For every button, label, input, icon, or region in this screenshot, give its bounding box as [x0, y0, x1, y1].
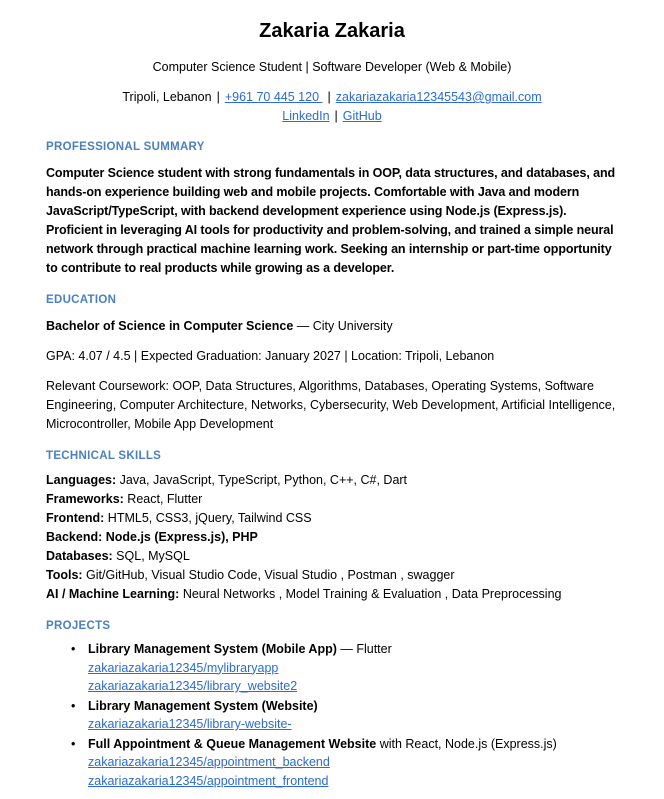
email-link[interactable]: zakariazakaria12345543@gmail.com — [335, 90, 542, 104]
skill-value: SQL, MySQL — [112, 549, 190, 563]
project-tech: — Flutter — [336, 642, 392, 656]
skill-label: AI / Machine Learning: — [46, 587, 180, 601]
bullet-icon: • — [71, 698, 76, 713]
degree-university: — City University — [293, 319, 393, 333]
linkedin-link[interactable]: LinkedIn — [282, 108, 330, 123]
project-title: Library Management System (Mobile App) — [88, 642, 337, 656]
skill-label: Frameworks: — [46, 492, 124, 506]
contact-line-1 — [46, 88, 618, 107]
contact-location: Tripoli, Lebanon — [122, 90, 212, 104]
project-link[interactable]: zakariazakaria12345/library_website2 — [88, 679, 298, 693]
summary-text: Computer Science student with strong fundamentals in OOP, data structures, and databases, and hands-on experience building web and mobile projects. Comfortable with Java and modern JavaScript/TypeScript, with backend development experience using Node.js (Express.js). Proficient in leveraging AI tools for productivity and problem-solving, and trained a simple neural network through practical machine learning work. Seeking an internship or part-time opportunity to contribute to real products while growing as a developer. — [46, 166, 616, 275]
project-link[interactable]: zakariazakaria12345/library-website- — [88, 717, 292, 731]
skill-row-databases — [46, 547, 618, 566]
person-name: Zakaria Zakaria — [259, 20, 405, 42]
bullet-icon: • — [71, 642, 76, 656]
education-degree-line — [46, 317, 618, 336]
skill-row-tools — [46, 566, 618, 585]
skills-list — [46, 471, 618, 604]
project-item-appointment — [46, 735, 618, 791]
skill-value: Java, JavaScript, TypeScript, Python, C++, C#, Dart — [116, 473, 408, 487]
contact-block — [46, 88, 618, 125]
project-tech: with React, Node.js (Express.js) — [376, 736, 557, 751]
education-details-line: GPA: 4.07 / 4.5 | Expected Graduation: January 2027 | Location: Tripoli, Lebanon — [46, 349, 495, 363]
project-item-library-mobile — [46, 640, 618, 696]
education-coursework-line: Relevant Coursework: OOP, Data Structures, Algorithms, Databases, Operating Systems, Software Engineering, Computer Architecture, Networks, Cybersecurity, Web Development, Artificial Intelligence, Microcontroller, Mobile App Development — [46, 379, 616, 431]
project-title: Full Appointment & Queue Management Website — [88, 736, 377, 751]
skill-label: Databases: — [46, 549, 113, 563]
projects-list — [46, 640, 618, 790]
contact-separator: | — [216, 90, 220, 104]
projects-heading: PROJECTS — [46, 620, 111, 632]
project-link[interactable]: zakariazakaria12345/mylibraryapp — [88, 660, 279, 675]
skill-row-backend — [46, 528, 618, 547]
skill-row-frontend — [46, 509, 618, 528]
skill-value: Neural Networks , Model Training & Evaluation , Data Preprocessing — [179, 587, 562, 601]
skill-row-languages — [46, 471, 618, 490]
contact-line-2 — [46, 107, 618, 126]
skill-label: Languages: — [46, 473, 117, 487]
skill-value: React, Flutter — [123, 492, 203, 506]
skills-heading: TECHNICAL SKILLS — [46, 450, 162, 462]
contact-separator: | — [334, 108, 338, 123]
degree-title: Bachelor of Science in Computer Science — [46, 319, 294, 333]
person-subtitle: Computer Science Student | Software Developer (Web & Mobile) — [152, 60, 512, 74]
skill-row-frameworks — [46, 490, 618, 509]
skill-label: Tools: — [46, 568, 83, 582]
education-heading: EDUCATION — [46, 294, 117, 306]
summary-heading: PROFESSIONAL SUMMARY — [46, 141, 205, 153]
project-link[interactable]: zakariazakaria12345/appointment_backend — [88, 755, 330, 769]
skill-value: HTML5, CSS3, jQuery, Tailwind CSS — [104, 511, 312, 525]
skill-label: Backend: Node.js (Express.js), PHP — [46, 530, 258, 544]
skill-value: Git/GitHub, Visual Studio Code, Visual Studio , Postman , swagger — [82, 568, 455, 582]
project-item-library-website — [46, 697, 618, 734]
contact-separator: | — [327, 90, 331, 104]
phone-link[interactable]: +961 70 445 120 — [224, 90, 323, 104]
skill-label: Frontend: — [46, 511, 105, 525]
skill-row-ai-ml — [46, 585, 618, 604]
github-link[interactable]: GitHub — [342, 108, 382, 123]
project-title: Library Management System (Website) — [88, 698, 318, 713]
project-link[interactable]: zakariazakaria12345/appointment_frontend — [88, 773, 329, 788]
bullet-icon: • — [71, 736, 76, 751]
